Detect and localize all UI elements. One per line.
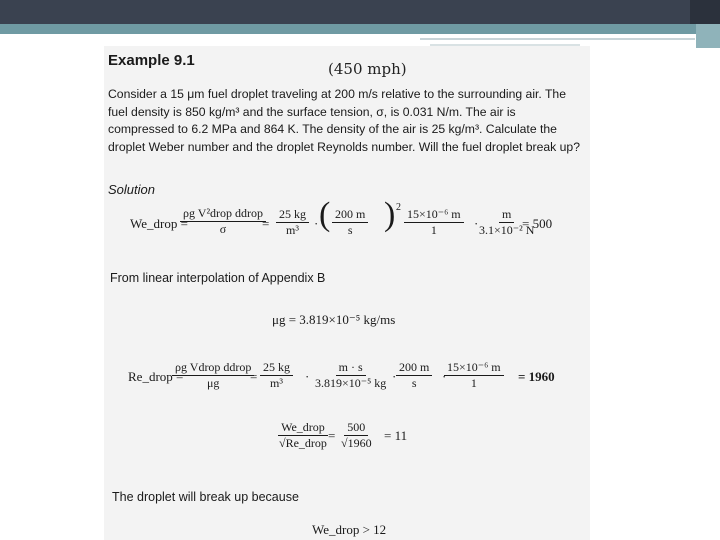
- weber-lhs: We_drop =: [130, 216, 188, 231]
- reynolds-f2-den: 3.819×10⁻⁵ kg: [315, 376, 387, 390]
- problem-statement: Consider a 15 μm fuel droplet traveling at 200 m/s relative to the surrounding air. The fuel density is 850 kg/m³ and the surface tension, σ, is 0.031 N/m. The air is compressed to 6.2 MPa and 864 K. The density of the air is 25 kg/m³. Calculate the droplet Weber number and the droplet Reynolds number. Will the fuel droplet break up?: [108, 87, 580, 154]
- ratio-numeric-numerator: 500: [344, 420, 368, 436]
- reynolds-f4-den: 1: [470, 376, 477, 390]
- equals-sign: =: [262, 216, 270, 231]
- reynolds-def-denominator: μg: [207, 376, 220, 390]
- ratio-numerator: We_drop: [278, 420, 328, 436]
- slide-top-bar-accent: [690, 0, 720, 24]
- left-paren: (: [319, 196, 331, 233]
- weber-f2-exponent: 2: [396, 202, 401, 213]
- equals-sign-2: =: [250, 369, 258, 384]
- reynolds-factor-1: [260, 360, 293, 391]
- ratio-numeric-fraction: [338, 420, 375, 451]
- right-paren: ): [384, 196, 396, 233]
- example-title: Example 9.1: [108, 52, 195, 69]
- slide-top-bar: [0, 0, 720, 24]
- weber-f4-den: 3.1×10⁻² N: [479, 223, 535, 237]
- dot-operator-6: ·: [442, 369, 447, 384]
- reynolds-f1-num: 25 kg: [260, 360, 293, 376]
- weber-factor-1: [258, 207, 309, 238]
- weber-f1-den: m³: [286, 223, 299, 237]
- solution-label: Solution: [108, 182, 155, 197]
- weber-f3-num: 15×10⁻⁶ m: [404, 207, 464, 223]
- reynolds-def-numerator: ρg Vdrop ddrop: [172, 360, 254, 376]
- weber-def-denominator: σ: [219, 222, 227, 236]
- breakup-criterion: We_drop > 12: [312, 522, 387, 537]
- reynolds-factor-4: [444, 360, 504, 391]
- weber-f2-num: 200 m: [332, 207, 368, 223]
- ratio-result: = 11: [384, 428, 408, 443]
- slide-accent-band: [0, 24, 720, 34]
- dot-operator-5: ·: [392, 369, 397, 384]
- weber-f1-num: 25 kg: [276, 207, 309, 223]
- dot-operator-4: ·: [305, 369, 310, 384]
- slide-accent-band-corner: [696, 24, 720, 48]
- reynolds-f3-num: 200 m: [396, 360, 432, 376]
- dot-operator-3: ·: [474, 216, 479, 231]
- slide-decor-rule: [420, 38, 695, 40]
- weber-f2-den: s: [347, 223, 353, 237]
- reynolds-f4-num: 15×10⁻⁶ m: [444, 360, 504, 376]
- reynolds-definition-fraction: [172, 360, 254, 391]
- weber-result: = 500: [522, 216, 553, 231]
- reynolds-f3-den: s: [411, 376, 417, 390]
- weber-def-numerator: ρg V²drop ddrop: [180, 206, 266, 222]
- weber-f3-den: 1: [430, 223, 437, 237]
- reynolds-factor-2: [312, 360, 389, 391]
- equals-sign-3: =: [328, 428, 336, 443]
- ratio-numeric-denominator: √1960: [341, 436, 372, 450]
- dot-operator: ·: [314, 216, 319, 231]
- reynolds-factor-3: [396, 360, 432, 391]
- ratio-denominator: √Re_drop: [279, 436, 327, 450]
- viscosity-value: μg = 3.819×10⁻⁵ kg/ms: [272, 312, 396, 327]
- reynolds-f1-den: m³: [270, 376, 283, 390]
- interpolation-text: From linear interpolation of Appendix B: [110, 271, 326, 285]
- conclusion-text: The droplet will break up because: [112, 490, 299, 504]
- weber-factor-2: [332, 207, 368, 238]
- reynolds-f2-num: m · s: [336, 360, 366, 376]
- ratio-symbolic-fraction: [276, 420, 330, 451]
- reynolds-lhs: Re_drop =: [128, 369, 184, 384]
- reynolds-result: = 1960: [518, 369, 555, 384]
- weber-f4-num: m: [499, 207, 514, 223]
- speed-annotation: (450 mph): [328, 60, 407, 78]
- weber-definition-fraction: [180, 206, 266, 237]
- weber-factor-3: [404, 207, 464, 238]
